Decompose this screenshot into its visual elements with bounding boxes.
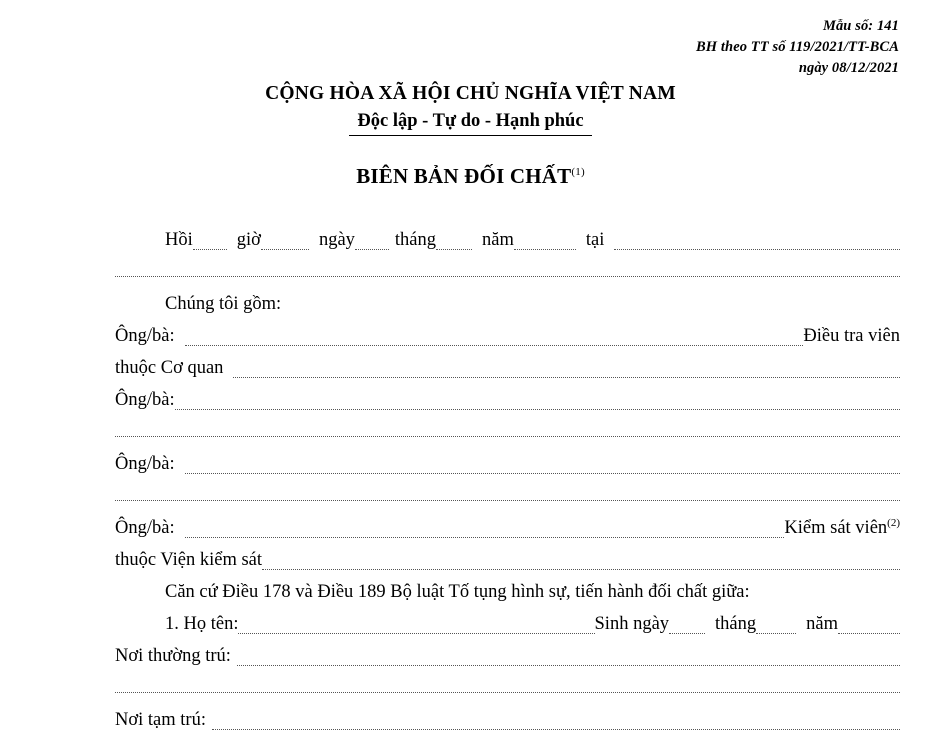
- label-ong-ba-prosecutor: Ông/bà:: [115, 518, 175, 538]
- input-participant-three-name[interactable]: [185, 473, 900, 474]
- label-person-one-name: 1. Họ tên:: [165, 614, 239, 634]
- form-body: [115, 224, 900, 736]
- form-code-block: [696, 16, 899, 79]
- form-number: Mẫu số: 141: [822, 18, 899, 34]
- participants-intro-label: Chúng tôi gồm:: [165, 294, 282, 314]
- input-year[interactable]: [514, 249, 576, 250]
- input-day[interactable]: [355, 249, 389, 250]
- input-person-one-temporary-address[interactable]: [212, 729, 900, 730]
- participant-three-line: [115, 448, 900, 480]
- label-thuoc-vien-kiem-sat: thuộc Viện kiểm sát: [115, 550, 263, 570]
- input-person-one-birth-day[interactable]: [669, 633, 705, 634]
- label-tai: tại: [585, 230, 605, 250]
- input-minute[interactable]: [261, 249, 309, 250]
- legal-basis-line: [115, 576, 900, 608]
- input-person-one-name[interactable]: [238, 633, 594, 634]
- label-sinh-ngay: Sinh ngày: [594, 614, 670, 634]
- role-prosecutor-footnote-marker: (2): [887, 516, 900, 529]
- input-person-one-permanent-address-continued[interactable]: [115, 692, 900, 693]
- label-thang: tháng: [394, 230, 437, 250]
- label-noi-thuong-tru: Nơi thường trú:: [115, 646, 231, 666]
- participant-two-line: [115, 384, 900, 416]
- legal-basis-text: Căn cứ Điều 178 và Điều 189 Bộ luật Tố tụng hình sự, tiến hành đối chất giữa:: [165, 582, 750, 602]
- national-motto-text: Độc lập - Tự do - Hạnh phúc: [357, 111, 584, 131]
- participant-three-continuation-row: [115, 480, 900, 512]
- motto-underline: [349, 135, 591, 136]
- location-continuation-row: [115, 256, 900, 288]
- input-person-one-birth-year[interactable]: [838, 633, 900, 634]
- label-birth-nam: năm: [806, 614, 838, 634]
- participant-two-continuation-row: [115, 416, 900, 448]
- label-ong-ba-investigator: Ông/bà:: [115, 326, 175, 346]
- input-participant-three-continued[interactable]: [115, 500, 900, 501]
- input-investigator-name[interactable]: [185, 345, 804, 346]
- permanent-address-continuation-row: [115, 672, 900, 704]
- input-location[interactable]: [614, 249, 900, 250]
- national-motto: [357, 109, 583, 133]
- time-place-line: [115, 224, 900, 256]
- label-thuoc-co-quan: thuộc Cơ quan: [115, 358, 224, 378]
- label-gio: giờ: [236, 230, 261, 250]
- person-one-permanent-address-line: [115, 640, 900, 672]
- label-noi-tam-tru: Nơi tạm trú:: [115, 710, 206, 730]
- investigator-agency-line: [115, 352, 900, 384]
- national-heading: [0, 82, 941, 133]
- person-one-temporary-address-line: [115, 704, 900, 736]
- label-nam: năm: [482, 230, 514, 250]
- page-title: [0, 164, 941, 189]
- input-hour[interactable]: [193, 249, 227, 250]
- input-location-continued[interactable]: [115, 276, 900, 277]
- person-one-name-line: [115, 608, 900, 640]
- input-prosecutor-agency[interactable]: [262, 569, 900, 570]
- investigator-name-line: [115, 320, 900, 352]
- input-investigator-agency[interactable]: [233, 377, 900, 378]
- label-ong-ba-third: Ông/bà:: [115, 454, 175, 474]
- label-ong-ba-second: Ông/bà:: [115, 390, 175, 410]
- page-title-text: BIÊN BẢN ĐỐI CHẤT: [356, 164, 572, 188]
- label-birth-thang: tháng: [715, 614, 757, 634]
- input-person-one-birth-month[interactable]: [756, 633, 796, 634]
- input-participant-two-continued[interactable]: [115, 436, 900, 437]
- prosecutor-name-line: [115, 512, 900, 544]
- role-investigator-label: Điều tra viên: [803, 326, 900, 346]
- participants-intro-line: [115, 288, 900, 320]
- form-issue-date: ngày 08/12/2021: [798, 60, 899, 76]
- input-person-one-permanent-address[interactable]: [237, 665, 900, 666]
- country-name: CỘNG HÒA XÃ HỘI CHỦ NGHĨA VIỆT NAM: [265, 83, 676, 104]
- input-participant-two-name[interactable]: [175, 409, 900, 410]
- page-title-footnote-marker: (1): [571, 166, 585, 178]
- input-month[interactable]: [436, 249, 472, 250]
- role-prosecutor-label: [784, 512, 900, 544]
- prosecutor-agency-line: [115, 544, 900, 576]
- label-ngay: ngày: [318, 230, 355, 250]
- role-prosecutor-text: Kiểm sát viên: [784, 518, 888, 538]
- input-prosecutor-name[interactable]: [185, 537, 785, 538]
- form-circular-reference: BH theo TT số 119/2021/TT-BCA: [696, 39, 899, 55]
- label-hoi: Hồi: [165, 230, 193, 250]
